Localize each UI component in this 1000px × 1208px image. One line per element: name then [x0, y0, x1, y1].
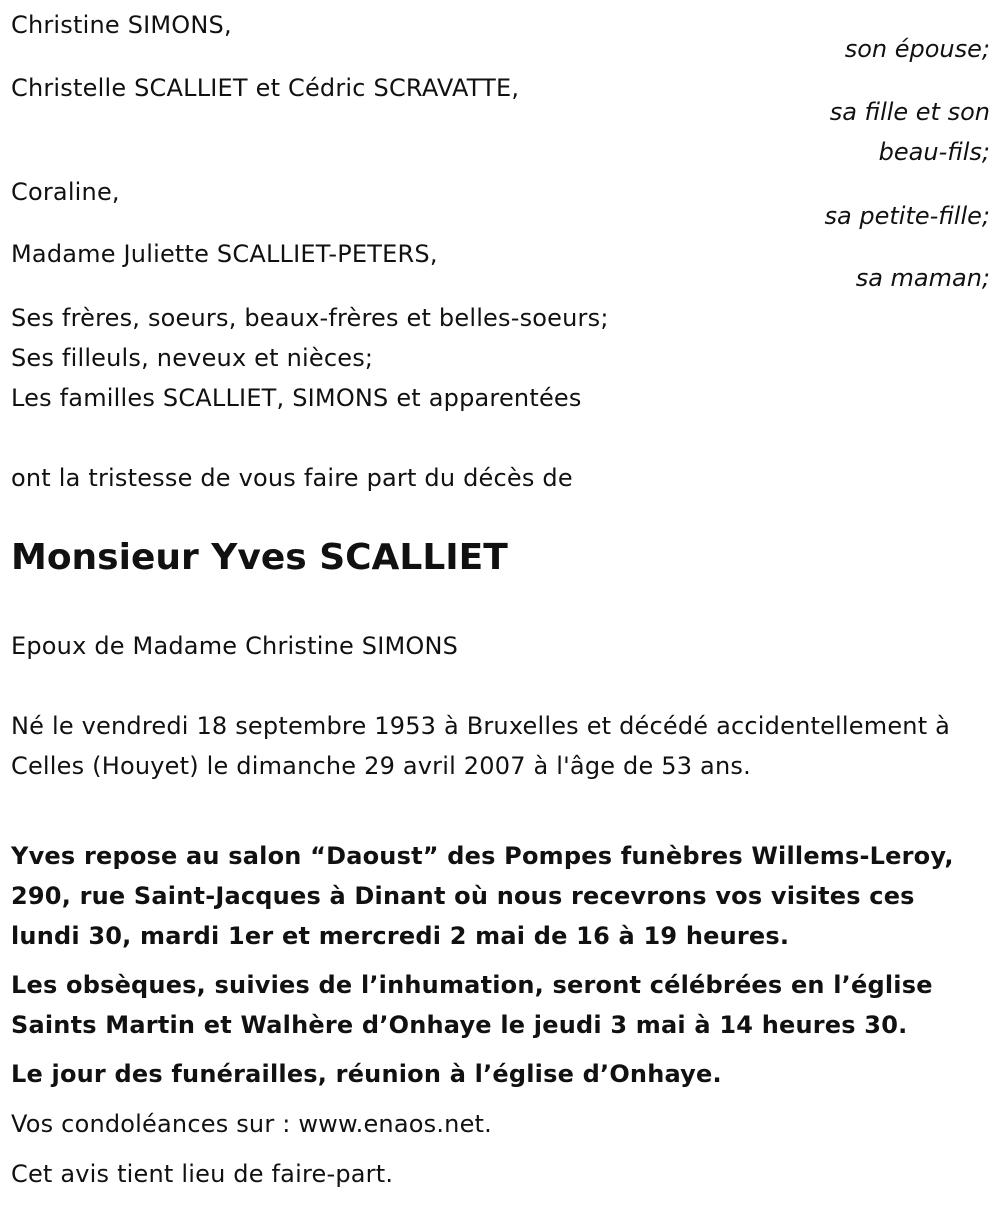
meeting-paragraph: Le jour des funérailles, réunion à l’église d’Onhaye. [11, 1060, 722, 1088]
spouse-name: Christine SIMONS, [11, 11, 232, 39]
visitation-paragraph: Yves repose au salon “Daoust” des Pompes funèbres Willems-Leroy, 290, rue Saint-Jacques à Dinant où nous recevrons vos visites ces lundi 30, mardi 1er et mercredi 2 mai de 16 à 19 heures. [11, 842, 954, 950]
birth-death-paragraph: Né le vendredi 18 septembre 1953 à Bruxelles et décédé accidentellement à Celles (Houyet) le dimanche 29 avril 2007 à l'âge de 53 ans. [11, 712, 951, 780]
spouse-of-text: Epoux de Madame Christine SIMONS [11, 632, 459, 660]
relatives-families: Les familles SCALLIET, SIMONS et apparentées [11, 384, 582, 412]
announcement-text: ont la tristesse de vous faire part du décès de [11, 464, 573, 492]
condolences-text: Vos condoléances sur : www.enaos.net. [11, 1110, 492, 1138]
relatives-siblings: Ses frères, soeurs, beaux-frères et belles-soeurs; [11, 304, 609, 332]
notice-text: Cet avis tient lieu de faire-part. [11, 1160, 394, 1188]
funeral-paragraph: Les obsèques, suivies de l’inhumation, seront célébrées en l’église Saints Martin et Walhère d’Onhaye le jeudi 3 mai à 14 heures 30. [11, 971, 933, 1039]
granddaughter-name: Coraline, [11, 178, 120, 206]
deceased-name: Monsieur Yves SCALLIET [11, 537, 508, 578]
mother-name: Madame Juliette SCALLIET-PETERS, [11, 240, 438, 268]
daughter-relation-line2: beau-fils; [878, 138, 990, 166]
daughter-name: Christelle SCALLIET et Cédric SCRAVATTE, [11, 74, 520, 102]
relatives-godchildren: Ses filleuls, neveux et nièces; [11, 344, 374, 372]
mother-relation: sa maman; [855, 264, 990, 292]
granddaughter-relation: sa petite-fille; [824, 202, 990, 230]
spouse-relation: son épouse; [844, 35, 990, 63]
daughter-relation-line1: sa fille et son [829, 98, 990, 126]
